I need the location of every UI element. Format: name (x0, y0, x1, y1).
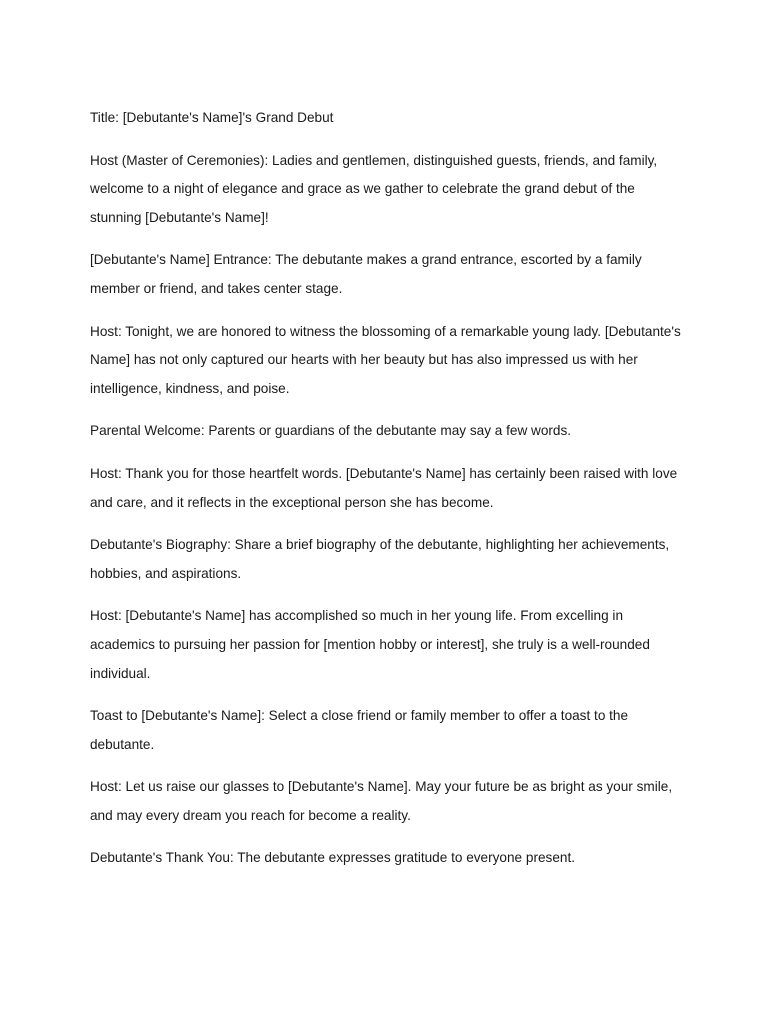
paragraph-biography: Debutante's Biography: Share a brief biography of the debutante, highlighting her achievements, hobbies, and aspirations. (90, 537, 670, 581)
paragraph-parental-welcome: Parental Welcome: Parents or guardians of the debutante may say a few words. (90, 423, 572, 439)
paragraph-toast: Toast to [Debutante's Name]: Select a close friend or family member to offer a toast to the debutante. (90, 708, 629, 752)
document-title: Title: [Debutante's Name]'s Grand Debut (90, 110, 334, 125)
paragraph-host-thanks: Host: Thank you for those heartfelt words. [Debutante's Name] has certainly been raised with love and care, and it reflects in the exceptional person she has become. (90, 465, 678, 510)
paragraph-host-welcome: Host (Master of Ceremonies): Ladies and gentlemen, distinguished guests, friends, and family, welcome to a night of elegance and grace as we gather to celebrate the grand debut of the stunning [Debutante's Name]! (90, 152, 658, 225)
paragraph-host-accomplishments: Host: [Debutante's Name] has accomplished so much in her young life. From excelling in academics to pursuing her passion for [mention hobby or interest], she truly is a well-rounded individual. (90, 608, 650, 681)
paragraph-entrance: [Debutante's Name] Entrance: The debutante makes a grand entrance, escorted by a family member or friend, and takes center stage. (90, 252, 642, 296)
paragraph-host-raise-glasses: Host: Let us raise our glasses to [Debutante's Name]. May your future be as bright as your smile, and may every dream you reach for become a reality. (90, 779, 673, 823)
paragraph-thank-you: Debutante's Thank You: The debutante expresses gratitude to everyone present. (90, 850, 576, 866)
paragraph-host-honored: Host: Tonight, we are honored to witness the blossoming of a remarkable young lady. [Debutante's Name] has not only captured our hearts with her beauty but has also impressed us with her intelligence, kindness, and poise. (90, 323, 681, 396)
